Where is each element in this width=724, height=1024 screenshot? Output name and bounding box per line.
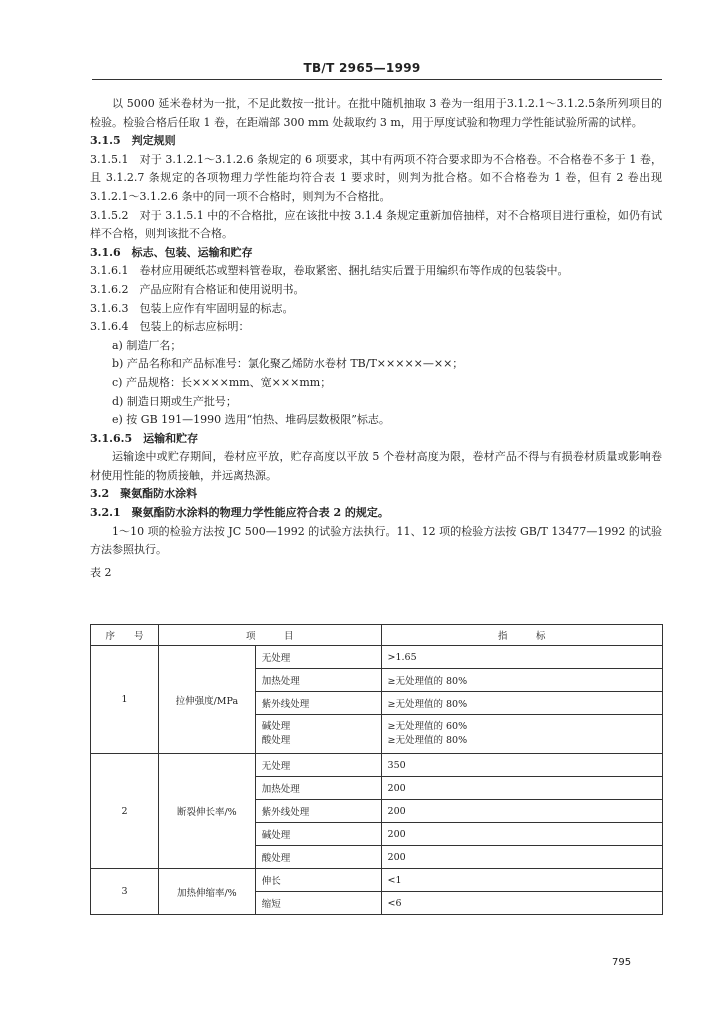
paragraph-sampling: 以 5000 延米卷材为一批，不足此数按一批计。在批中随机抽取 3 卷为一组用于3.1.2.1～3.1.2.5条所列项目的检验。检验合格后任取 1 卷，在距端部 300 mm 处裁取约 3 m，用于厚度试验和物理力学性能试验所需的试样。 bbox=[90, 97, 662, 129]
header-divider bbox=[92, 79, 662, 80]
value-acid: ≥无处理值的 80% bbox=[387, 735, 468, 746]
value-cell bbox=[381, 715, 662, 754]
condition-cell: 加热处理 bbox=[255, 669, 381, 692]
condition-cell: 紫外线处理 bbox=[255, 800, 381, 823]
item-name-cell: 加热伸缩率/% bbox=[158, 869, 255, 915]
clause-3-1-6-2: 3.1.6.2 产品应附有合格证和使用说明书。 bbox=[90, 282, 305, 296]
condition-cell: 紫外线处理 bbox=[255, 692, 381, 715]
list-item-d: d) 制造日期或生产批号； bbox=[112, 394, 237, 408]
header-seq: 序 号 bbox=[91, 625, 159, 646]
table-caption: 表 2 bbox=[90, 565, 112, 579]
clause-3-1-6-3: 3.1.6.3 包装上应作有牢固明显的标志。 bbox=[90, 301, 294, 315]
clause-3-1-6-4: 3.1.6.4 包装上的标志应标明： bbox=[90, 320, 250, 334]
heading-3-1-5: 3.1.5 判定规则 bbox=[90, 134, 176, 148]
value-cell: 200 bbox=[381, 800, 662, 823]
table-row bbox=[91, 754, 663, 777]
clause-3-1-6-5: 3.1.6.5 运输和贮存 bbox=[90, 431, 199, 445]
value-alkali: ≥无处理值的 60% bbox=[387, 721, 468, 732]
value-cell: >1.65 bbox=[381, 646, 662, 669]
seq-cell: 2 bbox=[91, 754, 159, 869]
value-cell: 350 bbox=[381, 754, 662, 777]
condition-alkali: 碱处理 bbox=[261, 721, 291, 732]
header-index: 指 标 bbox=[381, 625, 662, 646]
condition-cell: 加热处理 bbox=[255, 777, 381, 800]
clause-3-2-1: 3.2.1 聚氨酯防水涂料的物理力学性能应符合表 2 的规定。 bbox=[90, 506, 389, 520]
heading-3-1-6: 3.1.6 标志、包装、运输和贮存 bbox=[90, 245, 253, 259]
condition-cell: 缩短 bbox=[255, 892, 381, 915]
list-item-b: b) 产品名称和产品标准号：氯化聚乙烯防水卷材 TB/T×××××—××； bbox=[112, 357, 464, 371]
table-row bbox=[91, 646, 663, 669]
condition-cell: 伸长 bbox=[255, 869, 381, 892]
list-item-c: c) 产品规格：长××××mm、宽×××mm； bbox=[112, 375, 332, 389]
list-item-a: a) 制造厂名； bbox=[112, 338, 182, 352]
value-cell: 200 bbox=[381, 777, 662, 800]
value-cell: <1 bbox=[381, 869, 662, 892]
value-cell: <6 bbox=[381, 892, 662, 915]
value-cell: 200 bbox=[381, 846, 662, 869]
spec-table bbox=[90, 624, 663, 915]
value-cell: ≥无处理值的 80% bbox=[381, 669, 662, 692]
body-text bbox=[90, 95, 662, 586]
seq-cell: 1 bbox=[91, 646, 159, 754]
condition-acid: 酸处理 bbox=[261, 735, 291, 746]
value-cell: ≥无处理值的 80% bbox=[381, 692, 662, 715]
condition-cell: 酸处理 bbox=[255, 846, 381, 869]
condition-cell: 无处理 bbox=[255, 754, 381, 777]
condition-cell bbox=[255, 715, 381, 754]
condition-cell: 无处理 bbox=[255, 646, 381, 669]
page-number: 795 bbox=[612, 957, 632, 968]
table-row bbox=[91, 869, 663, 892]
item-name-cell: 断裂伸长率/% bbox=[158, 754, 255, 869]
heading-3-2: 3.2 聚氨酯防水涂料 bbox=[90, 487, 198, 501]
header-item: 项 目 bbox=[158, 625, 381, 646]
paragraph-storage: 运输途中或贮存期间，卷材应平放，贮存高度以平放 5 个卷材高度为限，卷材产品不得与有损卷材质量或影响卷材使用性能的物质接触，并远离热源。 bbox=[90, 450, 662, 482]
seq-cell: 3 bbox=[91, 869, 159, 915]
item-name-cell: 拉伸强度/MPa bbox=[158, 646, 255, 754]
list-item-e: e) 按 GB 191—1990 选用“怕热、堆码层数极限”标志。 bbox=[112, 413, 390, 427]
condition-cell: 碱处理 bbox=[255, 823, 381, 846]
standard-header: TB/T 2965—1999 bbox=[303, 61, 421, 75]
clause-3-1-5-1: 3.1.5.1 对于 3.1.2.1～3.1.2.6 条规定的 6 项要求，其中有两项不符合要求即为不合格卷。不合格卷不多于 1 卷，且 3.1.2.7 条规定的各项物理力学性能均符合表 1 要求时，则判为批合格。如不合格卷为 1 卷，但有 2 卷出现 3.1.2.1～3.1.2.6 条中的同一项不合格时，则判为不合格批。 bbox=[90, 152, 662, 203]
value-cell: 200 bbox=[381, 823, 662, 846]
clause-3-1-5-2: 3.1.5.2 对于 3.1.5.1 中的不合格批，应在该批中按 3.1.4 条规定重新加倍抽样，对不合格项目进行重检，如仍有试样不合格，则判该批不合格。 bbox=[90, 208, 662, 241]
paragraph-test-methods: 1～10 项的检验方法按 JC 500—1992 的试验方法执行。11、12 项的检验方法按 GB/T 13477—1992 的试验方法参照执行。 bbox=[90, 524, 662, 557]
table-header-row bbox=[91, 625, 663, 646]
clause-3-1-6-1: 3.1.6.1 卷材应用硬纸芯或塑料管卷取，卷取紧密、捆扎结实后置于用编织布等作成的包装袋中。 bbox=[90, 264, 569, 278]
